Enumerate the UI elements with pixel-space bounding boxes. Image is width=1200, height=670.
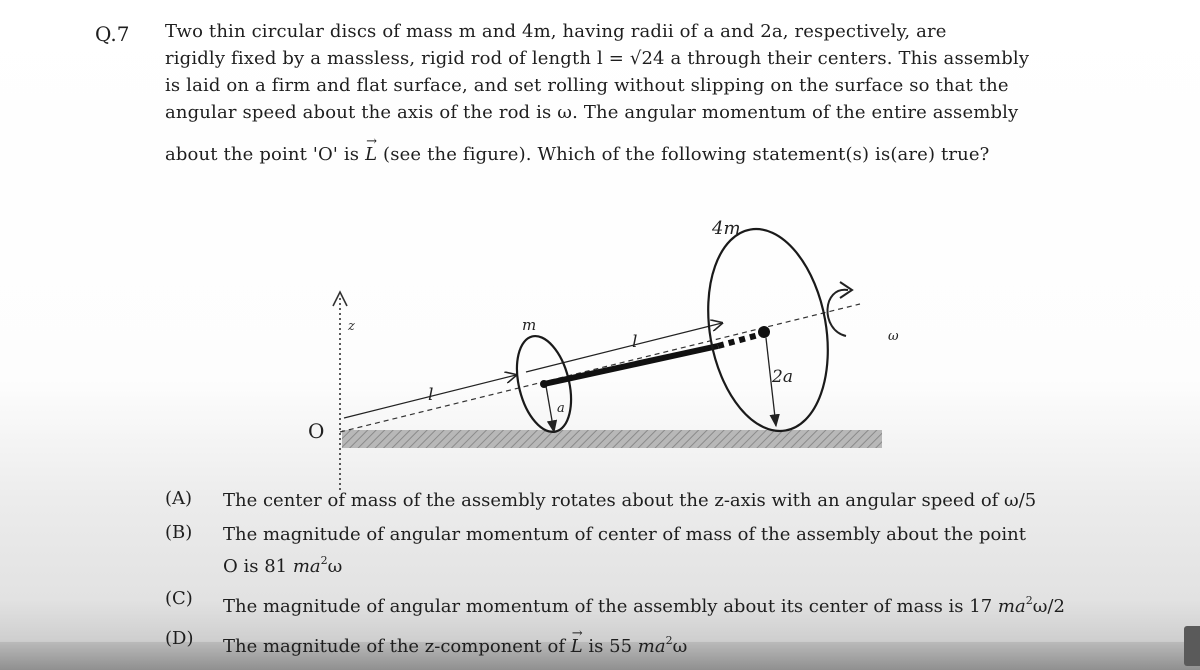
option-d-var: ma: [637, 636, 666, 657]
option-d-label: (D): [165, 628, 194, 649]
option-b[interactable]: [165, 522, 1125, 580]
option-c-var: ma: [997, 596, 1026, 617]
question-number: Q.7: [95, 22, 130, 46]
option-c-label: (C): [165, 588, 193, 609]
small-disc-center: [540, 380, 548, 388]
label-O: O: [308, 419, 325, 443]
option-b-line-2: [223, 548, 1125, 580]
option-c-text: [223, 588, 1125, 620]
option-b-value: O is 81: [223, 556, 288, 577]
stem-line-3: is laid on a firm and flat surface, and set rolling without slipping on the surface so that the: [165, 75, 1009, 96]
stem-line-5-after: (see the figure). Which of the following statement(s) is(are) true?: [383, 144, 990, 165]
label-z: z: [348, 319, 355, 334]
option-a-label: (A): [165, 488, 193, 509]
option-d-value: is 55: [588, 636, 633, 657]
label-a: a: [557, 401, 565, 416]
option-c-omega: ω/2: [1032, 596, 1065, 617]
radius-a-arrow: [546, 386, 554, 432]
option-c-text-main: The magnitude of angular momentum of the assembly about its center of mass is 17: [223, 596, 993, 617]
stem-line-2: rigidly fixed by a massless, rigid rod of length l = √24 a through their centers. This assembly: [165, 48, 1030, 69]
label-omega: ω: [888, 329, 899, 344]
option-d-text-main: The magnitude of the z-component of: [223, 636, 565, 657]
side-scroll-tab[interactable]: [1184, 626, 1200, 666]
label-l-1: l: [428, 385, 434, 405]
option-a-text: The center of mass of the assembly rotates about the z-axis with an angular speed of ω/5: [223, 490, 1037, 511]
rotation-arrow: [827, 290, 848, 336]
question-stem: [165, 18, 1095, 168]
assembly-figure: [300, 200, 910, 490]
option-b-sup: 2: [320, 554, 328, 567]
rod-hidden-part: [718, 334, 762, 346]
option-b-label: (B): [165, 522, 193, 543]
label-2a: 2a: [772, 367, 793, 387]
label-4m: 4m: [712, 218, 741, 239]
stem-line-4: angular speed about the axis of the rod is ω. The angular momentum of the entire assembly: [165, 102, 1019, 123]
option-b-var: ma: [292, 556, 321, 577]
vector-L-symbol: → L: [365, 141, 377, 168]
option-d-vector-L: → L: [571, 634, 583, 660]
label-l-2: l: [632, 332, 638, 352]
options-list: [165, 488, 1125, 668]
stem-line-1: Two thin circular discs of mass m and 4m, having radii of a and 2a, respectively, are: [165, 21, 947, 42]
ground-surface: [342, 430, 882, 448]
option-b-omega: ω: [327, 556, 343, 577]
stem-line-5-before: about the point 'O' is: [165, 144, 360, 165]
option-b-text: [223, 522, 1125, 580]
option-d-omega: ω: [672, 636, 688, 657]
option-c[interactable]: [165, 588, 1125, 620]
option-b-line-1: The magnitude of angular momentum of center of mass of the assembly about the point: [223, 524, 1026, 545]
option-c-sup: 2: [1025, 594, 1033, 607]
stem-line-5: [165, 141, 1095, 168]
option-a[interactable]: [165, 488, 1125, 514]
option-d[interactable]: [165, 628, 1125, 660]
option-d-sup: 2: [665, 634, 673, 647]
option-d-text: [223, 628, 1125, 660]
rod: [544, 346, 718, 384]
label-m: m: [522, 316, 537, 334]
large-disc-center: [758, 326, 770, 338]
